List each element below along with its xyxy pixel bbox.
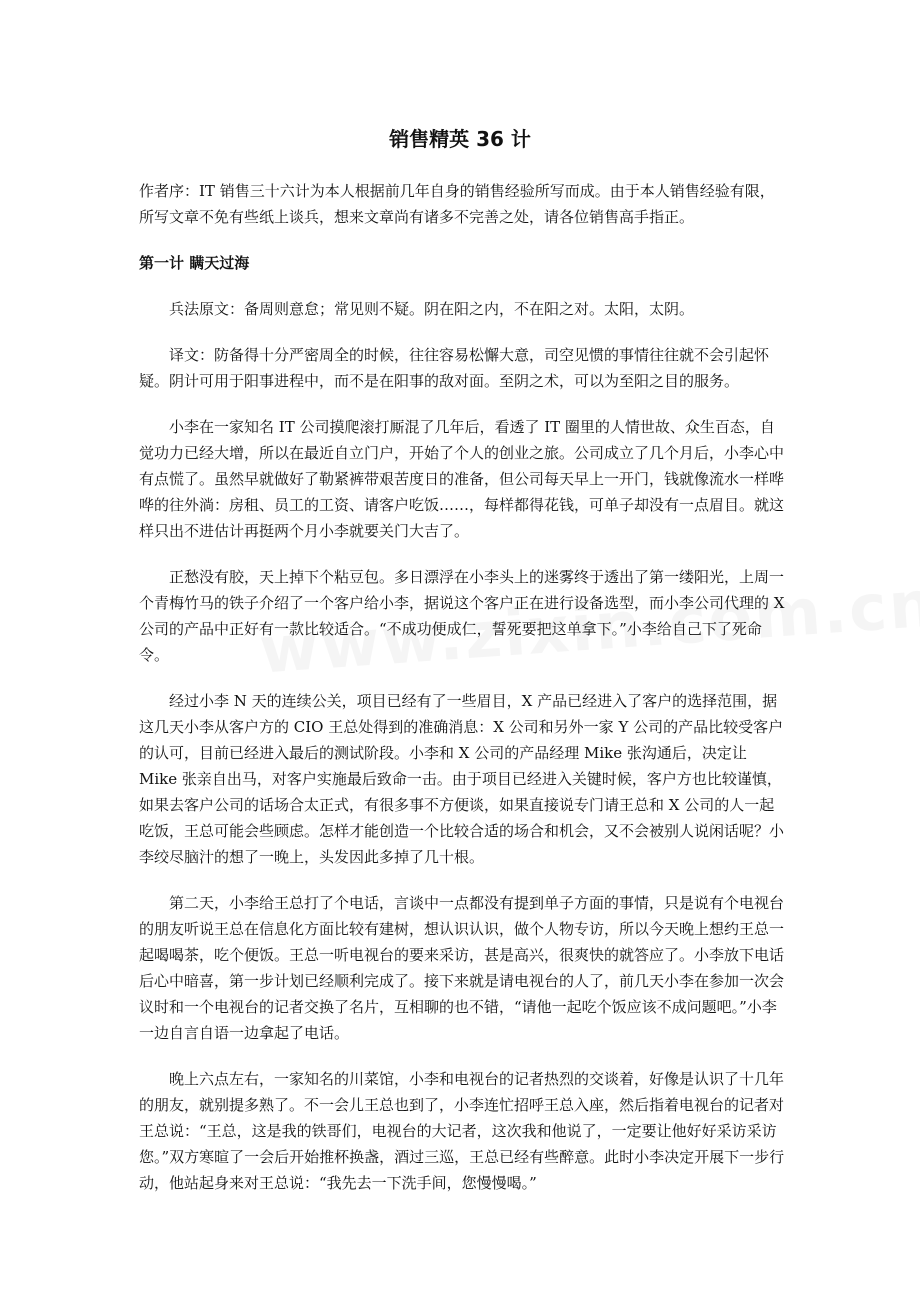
paragraph-translation: 译文：防备得十分严密周全的时候，往往容易松懈大意，司空见惯的事情往往就不会引起怀疑。阴计可用于阳事进程中，而不是在阳事的敌对面。至阴之术，可以为至阳之目的服务。 — [139, 346, 770, 390]
paragraph-story-2: 正愁没有胶，天上掉下个粘豆包。多日漂浮在小李头上的迷雾终于透出了第一缕阳光，上周一个青梅竹马的铁子介绍了一个客户给小李，据说这个客户正在进行设备选型，而小李公司代理的 X 公司的产品中正好有一款比较适合。“不成功便成仁，誓死要把这单拿下。”小李给自己下了死命令。 — [139, 568, 785, 664]
author-preface: 作者序：IT 销售三十六计为本人根据前几年自身的销售经验所写而成。由于本人销售经验有限，所写文章不免有些纸上谈兵，想来文章尚有诸多不完善之处，请各位销售高手指正。 — [139, 182, 775, 226]
paragraph-story-1: 小李在一家知名 IT 公司摸爬滚打厮混了几年后，看透了 IT 圈里的人情世故、众生百态，自觉功力已经大增，所以在最近自立门户，开始了个人的创业之旅。公司成立了几个月后，小李心中有点慌了。虽然早就做好了勒紧裤带艰苦度日的准备，但公司每天早上一开门，钱就像流水一样哗哗的往外淌：房租、员工的工资、请客户吃饭……，每样都得花钱，可单子却没有一点眉目。就这样只出不进估计再挺两个月小李就要关门大吉了。 — [139, 418, 785, 540]
document-body — [139, 178, 785, 1196]
paragraph-original-text: 兵法原文：备周则意怠；常见则不疑。阴在阳之内，不在阳之对。太阳，太阴。 — [169, 300, 695, 318]
paragraph-story-3: 经过小李 N 天的连续公关，项目已经有了一些眉目，X 产品已经进入了客户的选择范围，据这几天小李从客户方的 CIO 王总处得到的准确消息：X 公司和另外一家 Y 公司的产品比较受客户的认可，目前已经进入最后的测试阶段。小李和 X 公司的产品经理 Mike 张沟通后，决定让 Mike 张亲自出马，对客户实施最后致命一击。由于项目已经进入关键时候，客户方也比较谨慎，如果去客户公司的话场合太正式，有很多事不方便谈，如果直接说专门请王总和 X 公司的人一起吃饭，王总可能会些顾虑。怎样才能创造一个比较合适的场合和机会，又不会被别人说闲话呢？小李绞尽脑汁的想了一晚上，头发因此多掉了几十根。 — [139, 692, 785, 866]
paragraph-story-5: 晚上六点左右，一家知名的川菜馆，小李和电视台的记者热烈的交谈着，好像是认识了十几年的朋友，就别提多熟了。不一会儿王总也到了，小李连忙招呼王总入座，然后指着电视台的记者对王总说：“王总，这是我的铁哥们，电视台的大记者，这次我和他说了，一定要让他好好采访采访您。”双方寒暄了一会后开始推杯换盏，酒过三巡，王总已经有些醉意。此时小李决定开展下一步行动，他站起身来对王总说：“我先去一下洗手间，您慢慢喝。” — [139, 1070, 785, 1192]
document-title: 销售精英 36 计 — [389, 127, 531, 151]
paragraph-story-4: 第二天，小李给王总打了个电话，言谈中一点都没有提到单子方面的事情，只是说有个电视台的朋友听说王总在信息化方面比较有建树，想认识认识，做个人物专访，所以今天晚上想约王总一起喝喝茶，吃个便饭。王总一听电视台的要来采访，甚是高兴，很爽快的就答应了。小李放下电话后心中暗喜，第一步计划已经顺利完成了。接下来就是请电视台的人了，前几天小李在参加一次会议时和一个电视台的记者交换了名片，互相聊的也不错，“请他一起吃个饭应该不成问题吧。”小李一边自言自语一边拿起了电话。 — [139, 894, 785, 1042]
chapter-heading: 第一计 瞒天过海 — [139, 254, 250, 272]
